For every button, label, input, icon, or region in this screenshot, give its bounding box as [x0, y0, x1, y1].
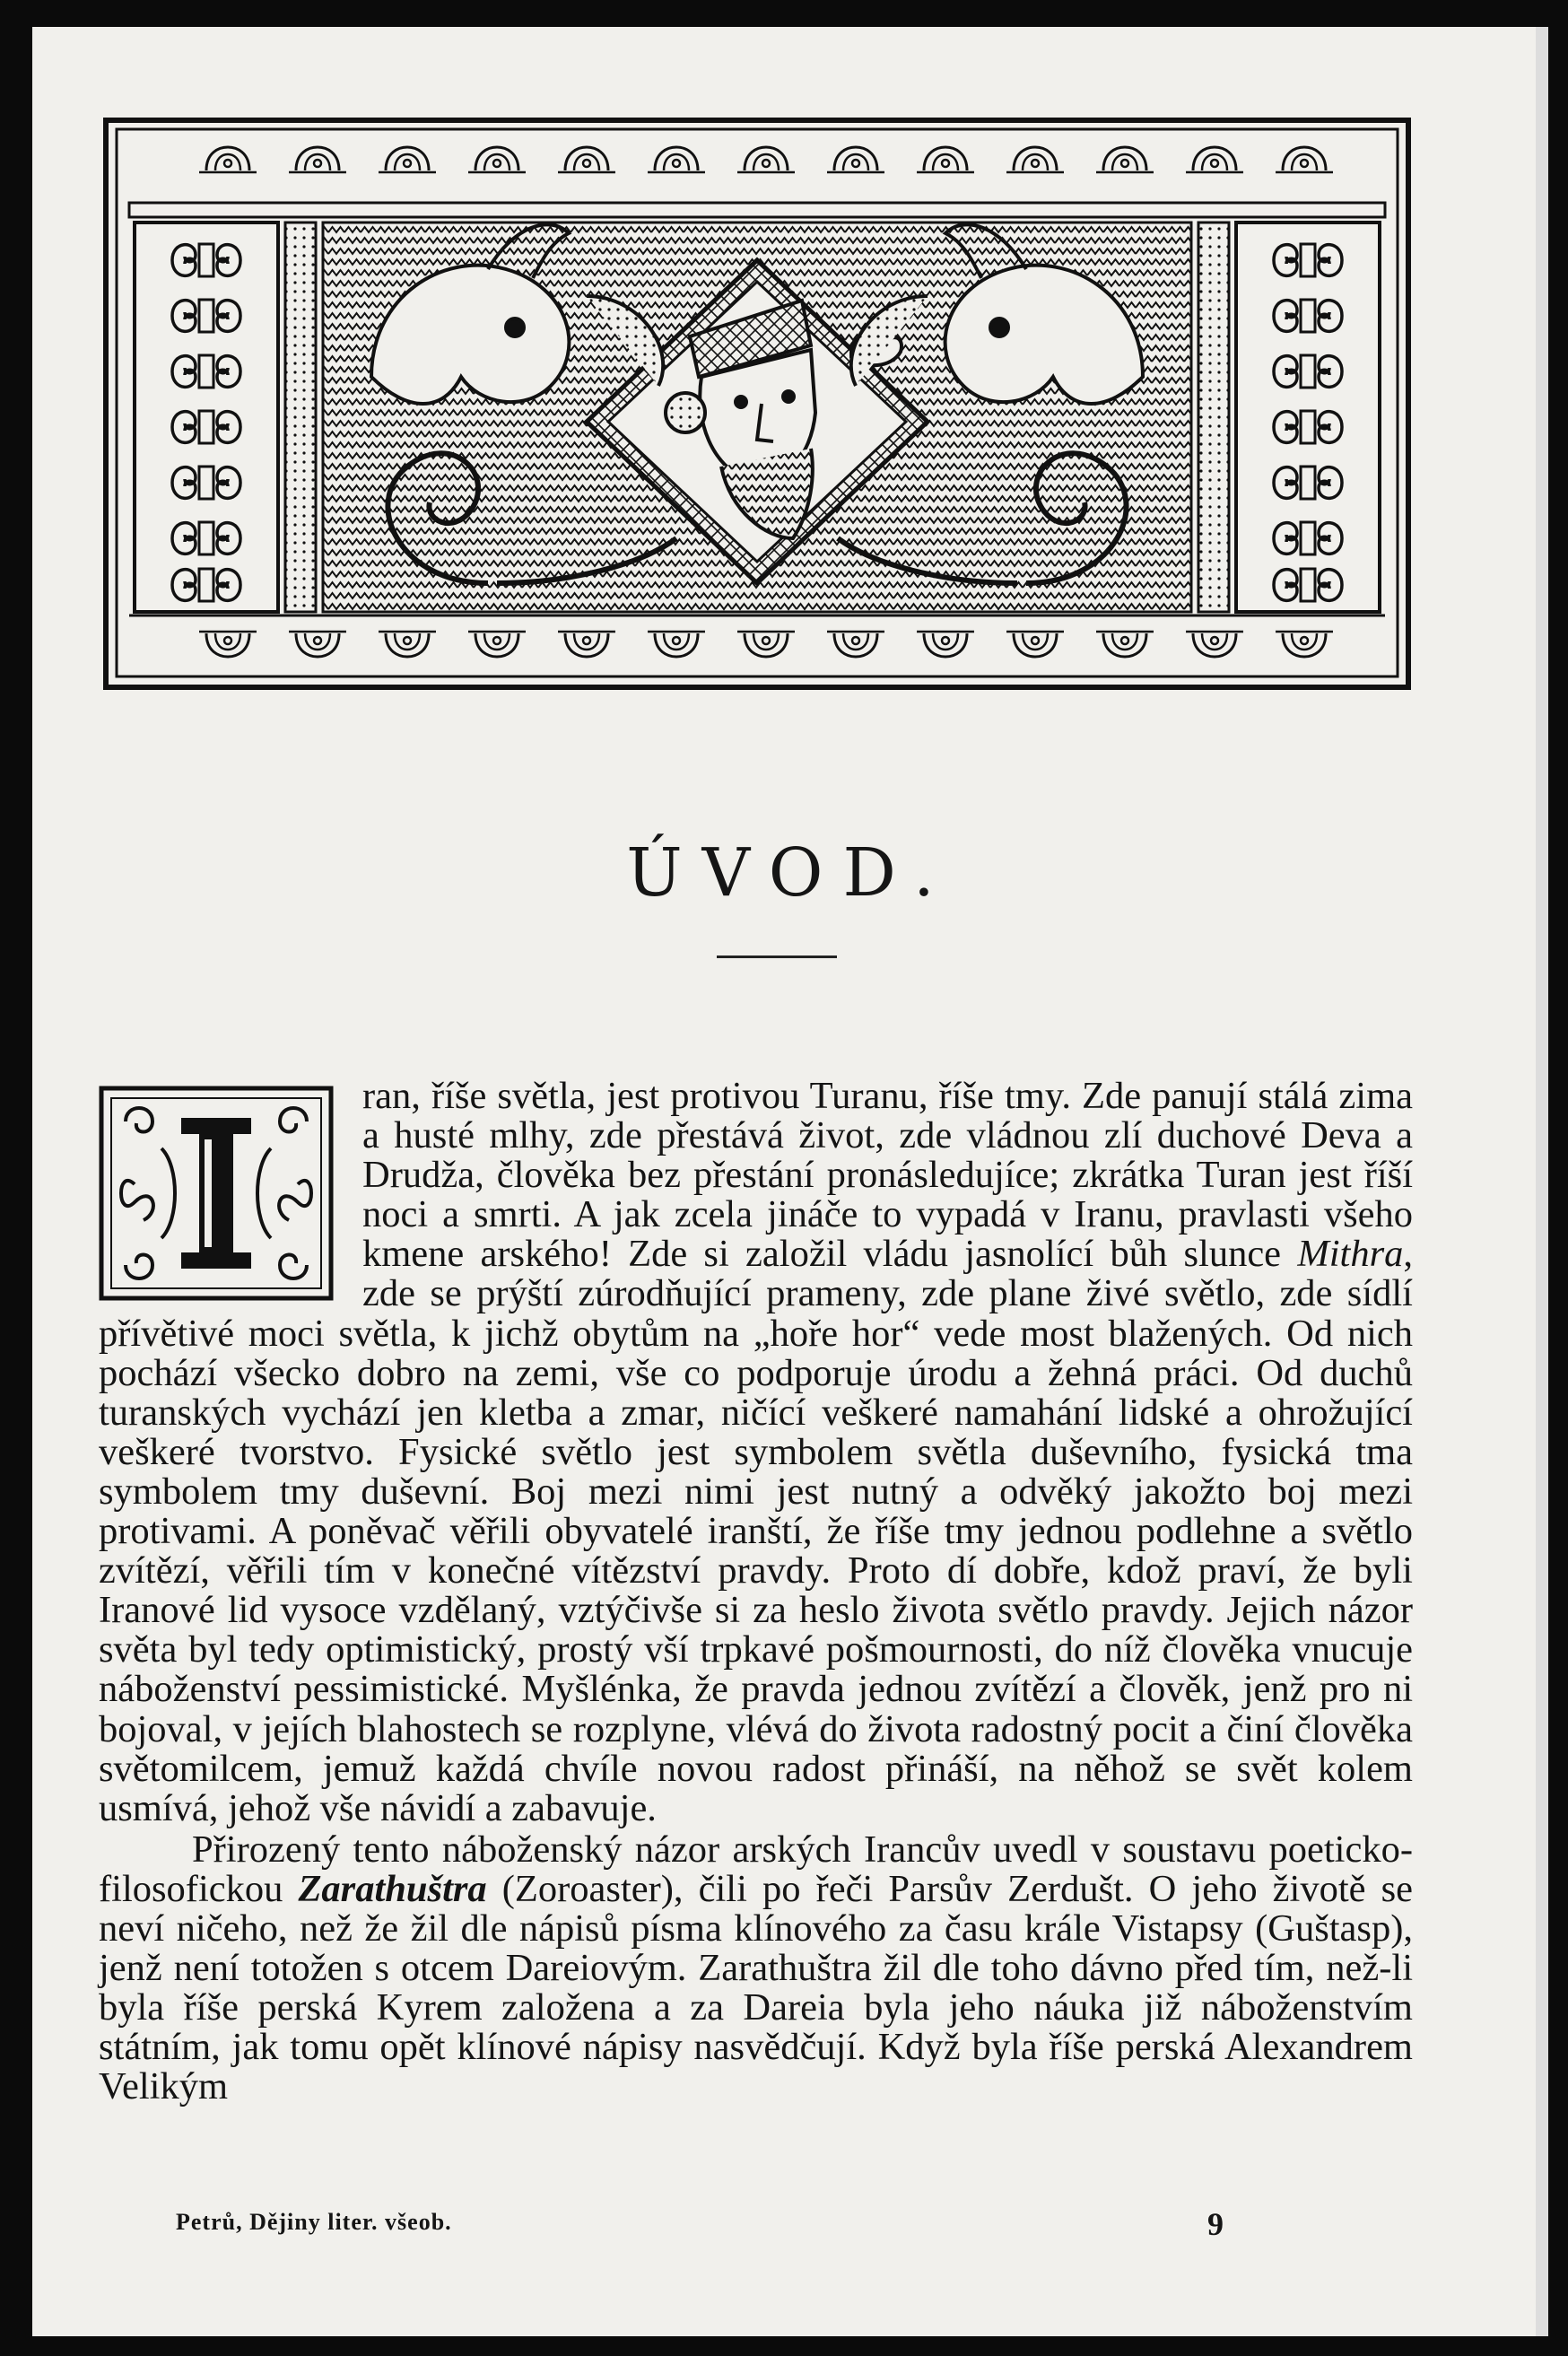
paragraph-1-lead: ran, říše světla, jest protivou Turanu, říše tmy. Zde panují stálá zima a husté mlhy, zde přestává život, zde vládnou zlí duchové Deva a Drudža, člověka bez přestání pronásledujíce; zkrátka Turan jest říší noci a smrti. A jak zcela jináče to vypadá v Iranu, pravlasti všeho kmene arského! Zde si založil vládu jasnolící bůh slunce — [362, 1075, 1413, 1276]
ornamental-initial-i — [99, 1086, 334, 1301]
paragraph-2-lead: Přirozený tento náboženský názor arských Irancův uvedl v soustavu poeticko-filosofickou — [99, 1828, 1413, 1910]
page-number: 9 — [1207, 2206, 1224, 2242]
paragraph-2-rest: (Zoroaster), čili po řeči Parsův Zerdušt. O jeho životě se neví ničeho, než že žil dle nápisů písma klínového za času krále Vistapsy (Guštasp), jenž není totožen s otcem Dareiovým. Zarathuštra žil dle toho dávno před tím, než-li byla říše perská Kyrem založena a za Dareia byla jeho náuka již náboženstvím státním, jak tomu opět klínové nápisy nasvědčují. Když byla říše perská Alexandrem Velikým — [99, 1867, 1413, 2108]
name-zarathustra: Zarathuštra — [298, 1867, 487, 1910]
chapter-title: ÚVOD. — [626, 834, 954, 912]
footer-signature: Petrů, Dějiny liter. všeob. — [176, 2209, 452, 2235]
book-page — [32, 27, 1548, 2336]
paragraph-2 — [99, 1830, 1413, 2107]
chapter-body — [99, 1077, 1413, 2107]
persian-ornament-headpiece-illustration — [102, 117, 1412, 691]
page-edge — [1536, 27, 1548, 2336]
name-mithra: Mithra — [1297, 1233, 1404, 1276]
page-footer — [176, 2206, 1324, 2242]
paragraph-1-rest: , zde se prýští zúrodňující prameny, zde plane živé světlo, zde sídlí přívětivé moci světla, k jichž obytům na „hoře hor“ vede most blažených. Od nich pochází všecko dobro na zemi, vše co podporuje úrodu a žehná práci. Od duchů turanských vychází jen kletba a zmar, ničící veškeré namahání lidské a ohrožující veškeré tvorstvo. Fysické světlo jest symbolem světla duševního, fysická tma symbolem tmy duševní. Boj mezi nimi jest nutný a odvěký jakožto boj mezi protivami. A poněvač věřili obyvatelé iranští, že říše tmy jednou podlehne a světlo zvítězí, věřili tím v konečné vítězství pravdy. Proto dí dobře, kdož praví, že byli Iranové lid vysoce vzdělaný, vztýčivše si za heslo života světlo pravdy. Jejich názor světa byl tedy optimistický, prostý vší trpkavé pošmournosti, do níž člověka vnucuje náboženství pessimistické. Myšlénka, že pravda jednou zvítězí a člověk, jenž pro ni bojoval, v jejích blahostech se rozplyne, vlévá do života radostný pocit a činí člověka světomilcem, jemuž každá chvíle novou radost přináší, na něhož se svět kolem usmívá, jehož vše návidí a zabavuje. — [99, 1233, 1413, 1829]
title-rule — [717, 955, 837, 958]
drop-cap-letter: I — [215, 1219, 217, 1221]
